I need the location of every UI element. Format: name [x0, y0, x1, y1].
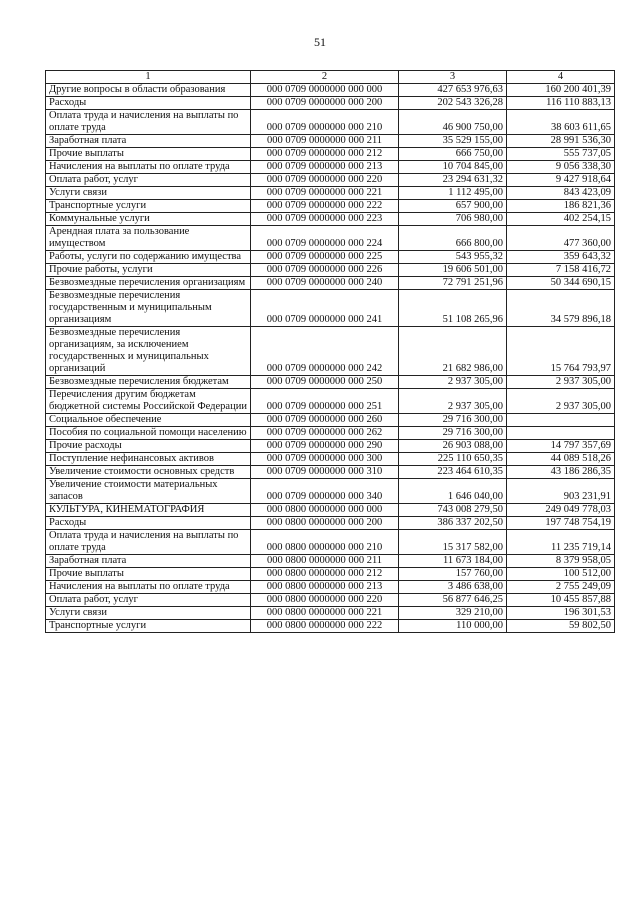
- row-value-col3: 743 008 279,50: [399, 504, 507, 517]
- row-code: 000 0800 0000000 000 221: [251, 607, 399, 620]
- table-row: [46, 97, 615, 110]
- table-row: [46, 277, 615, 290]
- row-value-col3: 386 337 202,50: [399, 517, 507, 530]
- table-row: [46, 581, 615, 594]
- row-value-col3: 29 716 300,00: [399, 414, 507, 427]
- row-value-col3: 29 716 300,00: [399, 427, 507, 440]
- row-value-col3: 2 937 305,00: [399, 389, 507, 414]
- row-value-col3: 223 464 610,35: [399, 466, 507, 479]
- header-col-1: 1: [46, 71, 251, 84]
- row-value-col4: 9 427 918,64: [507, 174, 615, 187]
- table-row: [46, 264, 615, 277]
- row-name: Социальное обеспечение: [46, 414, 251, 427]
- row-value-col3: 1 112 495,00: [399, 187, 507, 200]
- row-code: 000 0709 0000000 000 220: [251, 174, 399, 187]
- table-row: [46, 607, 615, 620]
- row-value-col4: 11 235 719,14: [507, 530, 615, 555]
- table-row: [46, 414, 615, 427]
- row-name: Пособия по социальной помощи населению: [46, 427, 251, 440]
- row-code: 000 0709 0000000 000 242: [251, 327, 399, 376]
- table-row: [46, 148, 615, 161]
- row-value-col4: 477 360,00: [507, 226, 615, 251]
- row-name: Прочие выплаты: [46, 568, 251, 581]
- table-row: [46, 530, 615, 555]
- row-name: Другие вопросы в области образования: [46, 84, 251, 97]
- row-name: Оплата работ, услуг: [46, 594, 251, 607]
- row-name: Заработная плата: [46, 135, 251, 148]
- header-col-3: 3: [399, 71, 507, 84]
- table-row: [46, 226, 615, 251]
- page-number: 51: [314, 35, 326, 49]
- row-value-col4: 186 821,36: [507, 200, 615, 213]
- table-row: [46, 327, 615, 376]
- row-name: Транспортные услуги: [46, 620, 251, 633]
- row-value-col3: 329 210,00: [399, 607, 507, 620]
- table-row: [46, 200, 615, 213]
- header-row: [46, 71, 615, 84]
- table-row: [46, 161, 615, 174]
- row-name: Работы, услуги по содержанию имущества: [46, 251, 251, 264]
- row-code: 000 0709 0000000 000 221: [251, 187, 399, 200]
- row-value-col4: 402 254,15: [507, 213, 615, 226]
- row-value-col4: 10 455 857,88: [507, 594, 615, 607]
- row-name: Безвозмездные перечисления бюджетам: [46, 376, 251, 389]
- row-value-col4: 9 056 338,30: [507, 161, 615, 174]
- row-value-col4: 34 579 896,18: [507, 290, 615, 327]
- row-value-col3: 35 529 155,00: [399, 135, 507, 148]
- table-row: [46, 504, 615, 517]
- row-name: Поступление нефинансовых активов: [46, 453, 251, 466]
- row-name: Расходы: [46, 517, 251, 530]
- table-row: [46, 594, 615, 607]
- row-name: Безвозмездные перечисления государственным и муниципальным организациям: [46, 290, 251, 327]
- row-name: Увеличение стоимости основных средств: [46, 466, 251, 479]
- header-col-4: 4: [507, 71, 615, 84]
- row-value-col3: 427 653 976,63: [399, 84, 507, 97]
- row-value-col4: 50 344 690,15: [507, 277, 615, 290]
- row-value-col3: 657 900,00: [399, 200, 507, 213]
- table-row: [46, 453, 615, 466]
- row-value-col4: 197 748 754,19: [507, 517, 615, 530]
- table-row: [46, 376, 615, 389]
- table-row: [46, 517, 615, 530]
- row-code: 000 0800 0000000 000 210: [251, 530, 399, 555]
- row-value-col4: 903 231,91: [507, 479, 615, 504]
- row-code: 000 0709 0000000 000 340: [251, 479, 399, 504]
- row-value-col3: 706 980,00: [399, 213, 507, 226]
- row-code: 000 0709 0000000 000 212: [251, 148, 399, 161]
- row-value-col4: 160 200 401,39: [507, 84, 615, 97]
- row-value-col4: 2 937 305,00: [507, 389, 615, 414]
- row-name: КУЛЬТУРА, КИНЕМАТОГРАФИЯ: [46, 504, 251, 517]
- row-value-col4: 2 937 305,00: [507, 376, 615, 389]
- row-value-col3: 46 900 750,00: [399, 110, 507, 135]
- row-value-col3: 666 800,00: [399, 226, 507, 251]
- row-code: 000 0709 0000000 000 226: [251, 264, 399, 277]
- row-code: 000 0709 0000000 000 251: [251, 389, 399, 414]
- row-name: Коммунальные услуги: [46, 213, 251, 226]
- row-value-col4: 28 991 536,30: [507, 135, 615, 148]
- row-code: 000 0800 0000000 000 211: [251, 555, 399, 568]
- row-value-col4: 196 301,53: [507, 607, 615, 620]
- row-name: Оплата работ, услуг: [46, 174, 251, 187]
- table-row: [46, 84, 615, 97]
- row-value-col4: [507, 427, 615, 440]
- row-value-col3: 2 937 305,00: [399, 376, 507, 389]
- table-row: [46, 555, 615, 568]
- row-value-col3: 72 791 251,96: [399, 277, 507, 290]
- row-value-col3: 23 294 631,32: [399, 174, 507, 187]
- row-code: 000 0709 0000000 000 300: [251, 453, 399, 466]
- row-code: 000 0709 0000000 000 200: [251, 97, 399, 110]
- row-name: Услуги связи: [46, 607, 251, 620]
- row-value-col3: 1 646 040,00: [399, 479, 507, 504]
- row-code: 000 0709 0000000 000 000: [251, 84, 399, 97]
- budget-table: [45, 70, 615, 633]
- row-value-col4: 359 643,32: [507, 251, 615, 264]
- table-row: [46, 466, 615, 479]
- row-code: 000 0709 0000000 000 223: [251, 213, 399, 226]
- row-code: 000 0800 0000000 000 212: [251, 568, 399, 581]
- row-name: Начисления на выплаты по оплате труда: [46, 581, 251, 594]
- table-row: [46, 251, 615, 264]
- row-code: 000 0709 0000000 000 262: [251, 427, 399, 440]
- row-code: 000 0800 0000000 000 000: [251, 504, 399, 517]
- row-value-col4: 38 603 611,65: [507, 110, 615, 135]
- row-value-col4: 15 764 793,97: [507, 327, 615, 376]
- row-value-col4: 843 423,09: [507, 187, 615, 200]
- row-code: 000 0709 0000000 000 213: [251, 161, 399, 174]
- table-row: [46, 213, 615, 226]
- row-code: 000 0709 0000000 000 211: [251, 135, 399, 148]
- row-code: 000 0709 0000000 000 224: [251, 226, 399, 251]
- row-value-col4: 43 186 286,35: [507, 466, 615, 479]
- row-code: 000 0800 0000000 000 222: [251, 620, 399, 633]
- row-name: Оплата труда и начисления на выплаты по оплате труда: [46, 530, 251, 555]
- table-row: [46, 135, 615, 148]
- row-value-col4: 249 049 778,03: [507, 504, 615, 517]
- row-value-col3: 19 606 501,00: [399, 264, 507, 277]
- row-code: 000 0709 0000000 000 260: [251, 414, 399, 427]
- table-row: [46, 440, 615, 453]
- row-value-col4: 2 755 249,09: [507, 581, 615, 594]
- table-row: [46, 620, 615, 633]
- row-name: Услуги связи: [46, 187, 251, 200]
- row-value-col3: 202 543 326,28: [399, 97, 507, 110]
- row-code: 000 0709 0000000 000 240: [251, 277, 399, 290]
- row-value-col3: 225 110 650,35: [399, 453, 507, 466]
- row-value-col3: 666 750,00: [399, 148, 507, 161]
- row-code: 000 0709 0000000 000 310: [251, 466, 399, 479]
- row-name: Перечисления другим бюджетам бюджетной системы Российской Федерации: [46, 389, 251, 414]
- row-name: Расходы: [46, 97, 251, 110]
- row-name: Прочие выплаты: [46, 148, 251, 161]
- table-row: [46, 290, 615, 327]
- row-value-col4: [507, 414, 615, 427]
- row-value-col4: 44 089 518,26: [507, 453, 615, 466]
- table-row: [46, 427, 615, 440]
- row-value-col3: 26 903 088,00: [399, 440, 507, 453]
- row-code: 000 0709 0000000 000 290: [251, 440, 399, 453]
- row-value-col3: 15 317 582,00: [399, 530, 507, 555]
- row-code: 000 0709 0000000 000 250: [251, 376, 399, 389]
- row-code: 000 0800 0000000 000 213: [251, 581, 399, 594]
- table-row: [46, 479, 615, 504]
- row-value-col4: 59 802,50: [507, 620, 615, 633]
- row-value-col3: 10 704 845,00: [399, 161, 507, 174]
- row-value-col4: 555 737,05: [507, 148, 615, 161]
- row-value-col4: 8 379 958,05: [507, 555, 615, 568]
- table-row: [46, 389, 615, 414]
- row-name: Прочие работы, услуги: [46, 264, 251, 277]
- row-value-col3: 157 760,00: [399, 568, 507, 581]
- row-value-col4: 14 797 357,69: [507, 440, 615, 453]
- row-value-col3: 3 486 638,00: [399, 581, 507, 594]
- row-name: Транспортные услуги: [46, 200, 251, 213]
- row-code: 000 0709 0000000 000 225: [251, 251, 399, 264]
- row-name: Начисления на выплаты по оплате труда: [46, 161, 251, 174]
- header-col-2: 2: [251, 71, 399, 84]
- row-name: Безвозмездные перечисления организациям, за исключением государственных и муниципальных организаций: [46, 327, 251, 376]
- table-row: [46, 568, 615, 581]
- row-code: 000 0800 0000000 000 220: [251, 594, 399, 607]
- row-name: Прочие расходы: [46, 440, 251, 453]
- row-name: Безвозмездные перечисления организациям: [46, 277, 251, 290]
- row-value-col3: 11 673 184,00: [399, 555, 507, 568]
- row-code: 000 0800 0000000 000 200: [251, 517, 399, 530]
- row-value-col3: 543 955,32: [399, 251, 507, 264]
- row-code: 000 0709 0000000 000 241: [251, 290, 399, 327]
- row-value-col3: 110 000,00: [399, 620, 507, 633]
- row-value-col3: 51 108 265,96: [399, 290, 507, 327]
- table-row: [46, 174, 615, 187]
- row-value-col4: 7 158 416,72: [507, 264, 615, 277]
- row-value-col4: 100 512,00: [507, 568, 615, 581]
- row-value-col4: 116 110 883,13: [507, 97, 615, 110]
- row-name: Арендная плата за пользование имуществом: [46, 226, 251, 251]
- row-name: Увеличение стоимости материальных запасов: [46, 479, 251, 504]
- table-row: [46, 110, 615, 135]
- row-value-col3: 56 877 646,25: [399, 594, 507, 607]
- row-value-col3: 21 682 986,00: [399, 327, 507, 376]
- row-name: Заработная плата: [46, 555, 251, 568]
- row-name: Оплата труда и начисления на выплаты по оплате труда: [46, 110, 251, 135]
- table-row: [46, 187, 615, 200]
- row-code: 000 0709 0000000 000 222: [251, 200, 399, 213]
- row-code: 000 0709 0000000 000 210: [251, 110, 399, 135]
